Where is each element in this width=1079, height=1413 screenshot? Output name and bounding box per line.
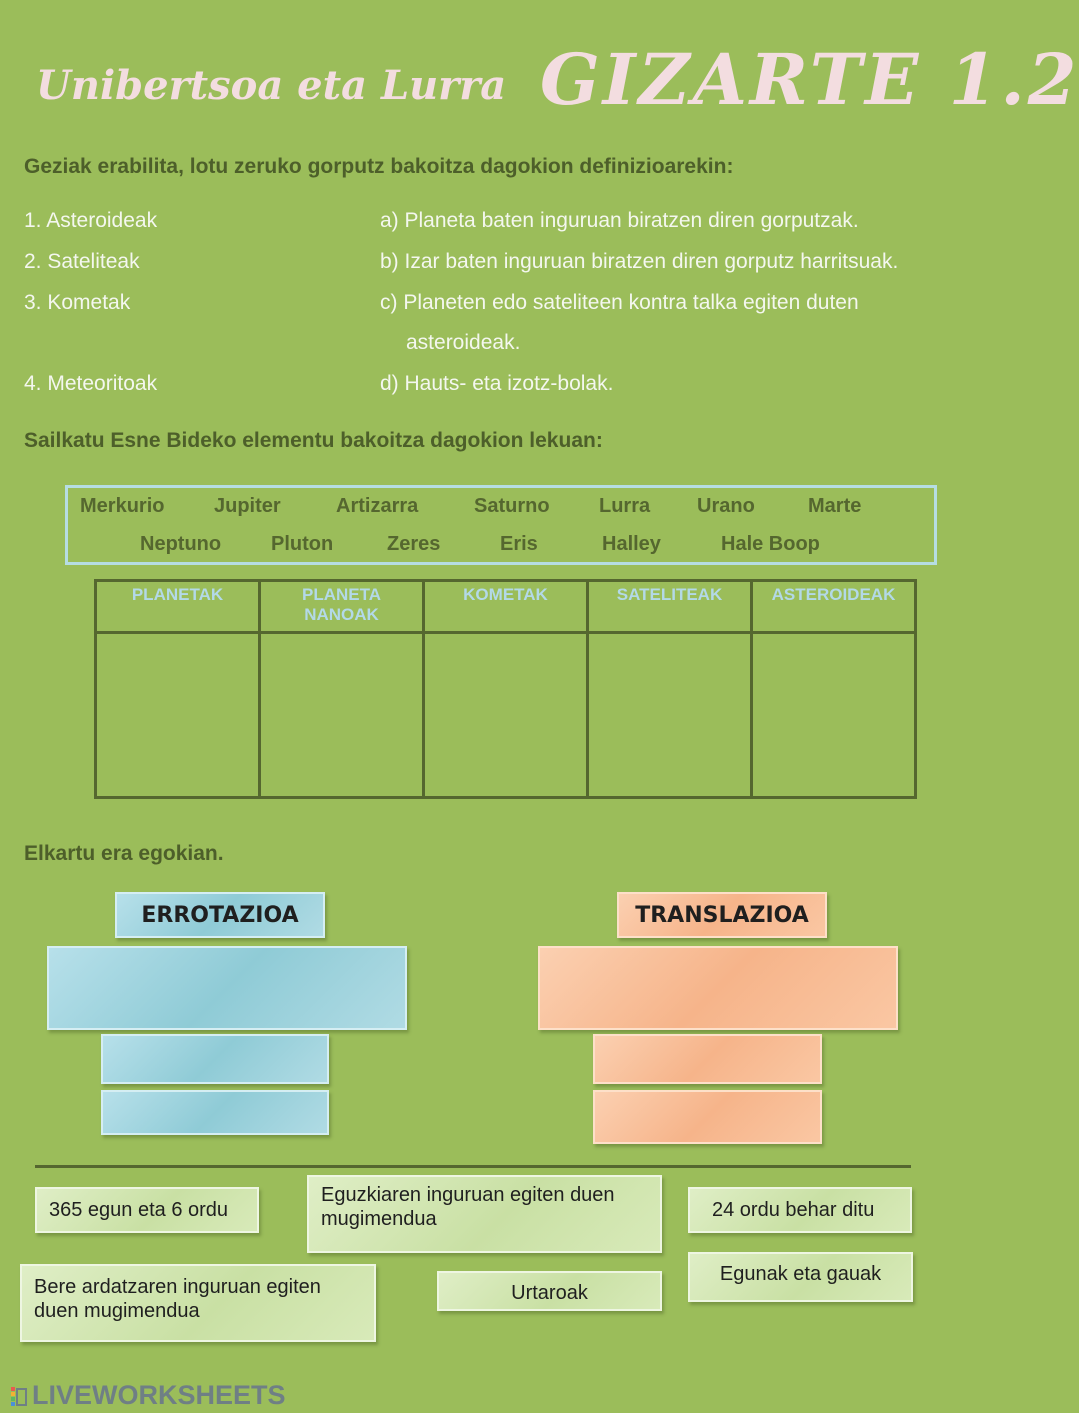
word-pluton[interactable]: Pluton [271,533,334,555]
word-artizarra[interactable]: Artizarra [336,495,419,517]
liveworksheets-icon [10,1385,28,1407]
word-jupiter[interactable]: Jupiter [214,495,281,517]
errotazioa-header: ERROTAZIOA [115,892,325,938]
column-header-planetak: PLANETAK [96,581,260,633]
classification-table [94,579,917,799]
errotazioa-drop-zone-3[interactable] [101,1090,329,1135]
drop-zone-asteroideak[interactable] [752,633,916,798]
drop-zone-planeta-nanoak[interactable] [260,633,424,798]
exercise1-instruction: Geziak erabilita, lotu zeruko gorputz bakoitza dagokion definizioarekin: [24,155,734,178]
translazioa-drop-zone-2[interactable] [593,1034,822,1084]
liveworksheets-logo: LIVEWORKSHEETS [10,1380,286,1411]
definition-b: b) Izar baten inguruan biratzen diren gorputz harritsuak. [380,250,899,273]
divider [35,1165,911,1168]
word-eris[interactable]: Eris [500,533,538,555]
drop-zone-sateliteak[interactable] [588,633,752,798]
column-header-asteroideak: ASTEROIDEAK [752,581,916,633]
term-kometak: 3. Kometak [24,291,131,314]
word-saturno[interactable]: Saturno [474,495,550,517]
card-egunak-eta-gauak[interactable]: Egunak eta gauak [688,1252,913,1302]
word-hale-boop[interactable]: Hale Boop [721,533,820,555]
definition-c-continued: asteroideak. [406,331,521,354]
errotazioa-drop-zone-1[interactable] [47,946,407,1030]
word-marte[interactable]: Marte [808,495,862,517]
page-subtitle: Unibertsoa eta Lurra [36,62,507,109]
translazioa-drop-zone-3[interactable] [593,1090,822,1144]
column-header-kometak: KOMETAK [424,581,588,633]
word-merkurio[interactable]: Merkurio [80,495,165,517]
term-asteroideak: 1. Asteroideak [24,209,158,232]
column-header-sateliteak: SATELITEAK [588,581,752,633]
translazioa-header: TRANSLAZIOA [617,892,827,938]
card-eguzkiaren-inguruan[interactable]: Eguzkiaren inguruan egiten duen mugimendua [307,1175,662,1253]
exercise2-instruction: Sailkatu Esne Bideko elementu bakoitza dagokion lekuan: [24,429,603,452]
definition-a: a) Planeta baten inguruan biratzen diren gorputzak. [380,209,859,232]
card-bere-ardatzaren[interactable]: Bere ardatzaren inguruan egiten duen mugimendua [20,1264,376,1342]
word-neptuno[interactable]: Neptuno [140,533,222,555]
drop-zone-planetak[interactable] [96,633,260,798]
word-halley[interactable]: Halley [602,533,661,555]
exercise3-instruction: Elkartu era egokian. [24,842,224,865]
card-24-ordu[interactable]: 24 ordu behar ditu [688,1187,912,1233]
term-sateliteak: 2. Sateliteak [24,250,140,273]
errotazioa-drop-zone-2[interactable] [101,1034,329,1084]
translazioa-drop-zone-1[interactable] [538,946,898,1030]
definition-c: c) Planeten edo sateliteen kontra talka egiten duten [380,291,859,314]
word-lurra[interactable]: Lurra [599,495,651,517]
term-meteoritoak: 4. Meteoritoak [24,372,158,395]
definition-d: d) Hauts- eta izotz-bolak. [380,372,614,395]
column-header-planeta-nanoak: PLANETA NANOAK [260,581,424,633]
page-title: GIZARTE 1.2 [540,38,1079,121]
card-urtaroak[interactable]: Urtaroak [437,1271,662,1311]
card-365-egun[interactable]: 365 egun eta 6 ordu [35,1187,259,1233]
word-urano[interactable]: Urano [697,495,755,517]
word-zeres[interactable]: Zeres [387,533,441,555]
drop-zone-kometak[interactable] [424,633,588,798]
